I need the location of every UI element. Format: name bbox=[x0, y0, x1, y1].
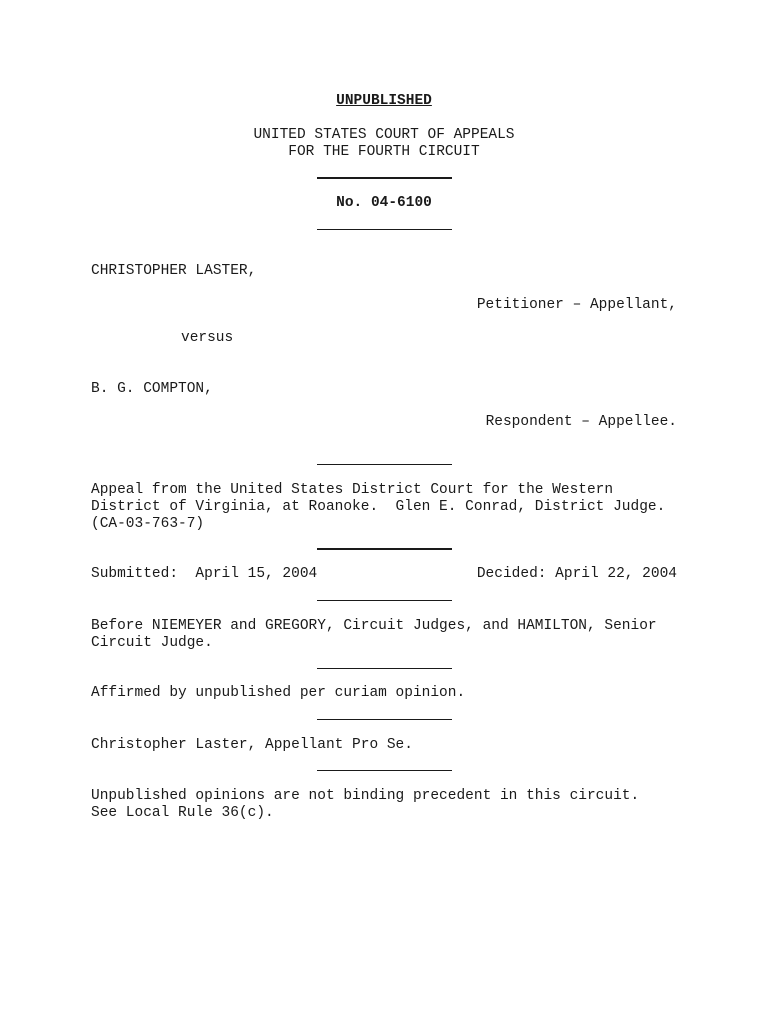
court-name-line2: FOR THE FOURTH CIRCUIT bbox=[288, 144, 480, 160]
decided-date: Decided: April 22, 2004 bbox=[476, 566, 677, 582]
petitioner-role: Petitioner – Appellant, bbox=[476, 297, 677, 313]
court-name-line1: UNITED STATES COURT OF APPEALS bbox=[253, 127, 515, 143]
versus-text: versus bbox=[181, 330, 234, 346]
notice-line2: See Local Rule 36(c). bbox=[91, 805, 274, 821]
appeal-line3: (CA-03-763-7) bbox=[91, 516, 205, 532]
petitioner-name: CHRISTOPHER LASTER, bbox=[91, 263, 257, 279]
respondent-role: Respondent – Appellee. bbox=[485, 414, 677, 430]
panel-line2: Circuit Judge. bbox=[91, 635, 213, 651]
disposition-text: Affirmed by unpublished per curiam opinion. bbox=[91, 685, 466, 701]
divider-rule bbox=[317, 719, 452, 720]
notice-line1: Unpublished opinions are not binding precedent in this circuit. bbox=[91, 788, 640, 804]
divider-rule bbox=[317, 770, 452, 771]
divider-rule bbox=[317, 548, 452, 550]
submitted-date: Submitted: April 15, 2004 bbox=[91, 566, 318, 582]
appeal-line1: Appeal from the United States District Court for the Western bbox=[91, 482, 614, 498]
divider-rule bbox=[317, 464, 452, 465]
divider-rule bbox=[317, 600, 452, 601]
respondent-name: B. G. COMPTON, bbox=[91, 381, 213, 397]
divider-rule bbox=[317, 668, 452, 669]
divider-rule bbox=[317, 177, 452, 179]
panel-line1: Before NIEMEYER and GREGORY, Circuit Judges, and HAMILTON, Senior bbox=[91, 618, 657, 634]
unpublished-heading: UNPUBLISHED bbox=[336, 93, 432, 109]
counsel-text: Christopher Laster, Appellant Pro Se. bbox=[91, 737, 413, 753]
appeal-line2: District of Virginia, at Roanoke. Glen E. Conrad, District Judge. bbox=[91, 499, 666, 515]
divider-rule bbox=[317, 229, 452, 230]
case-number: No. 04-6100 bbox=[336, 195, 432, 211]
